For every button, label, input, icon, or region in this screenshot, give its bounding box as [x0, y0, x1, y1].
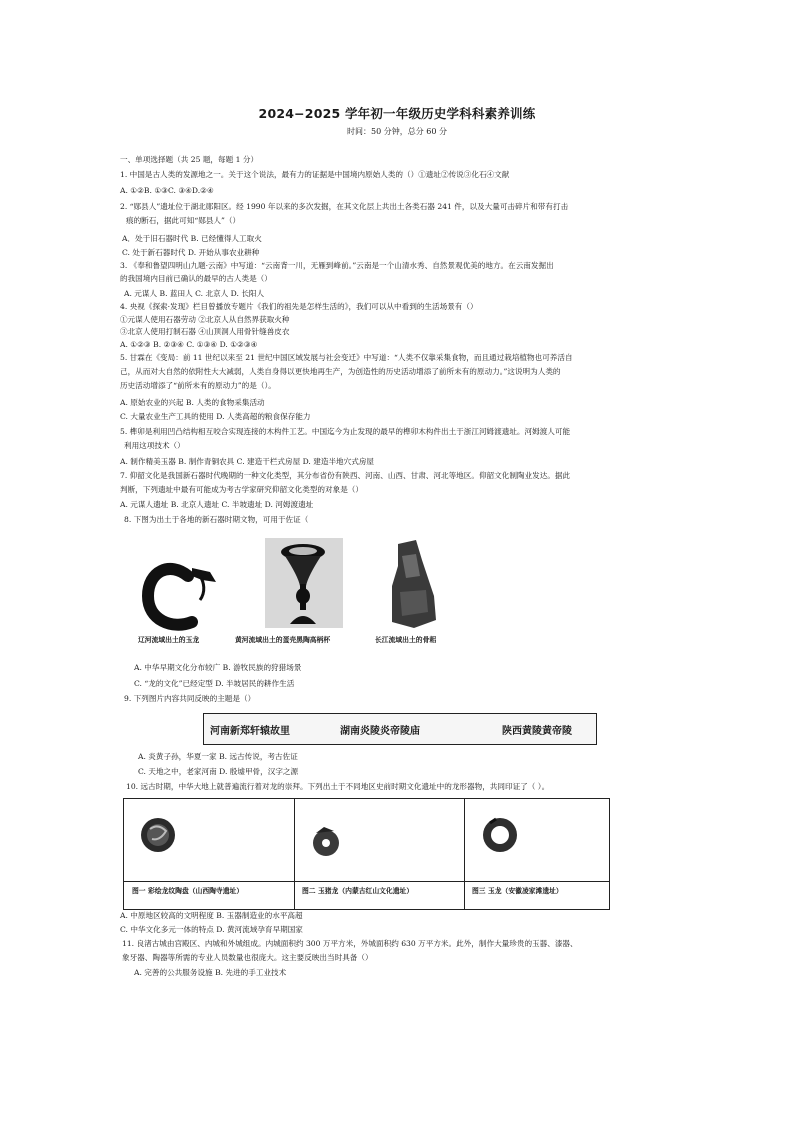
option-line: A. 制作精美玉器 B. 制作青铜农具 C. 建造干栏式房屋 D. 建造半地穴式房屋	[120, 457, 375, 466]
option-line: A. ①②③ B. ②③④ C. ①③④ D. ①②③④	[120, 340, 258, 349]
option-line: A. 原始农业的兴起 B. 人类的食物采集活动	[120, 398, 265, 407]
jade-pig-dragon-icon	[313, 827, 339, 856]
fig10-caption-1: 图一 彩绘龙纹陶盘（山西陶寺遗址）	[132, 887, 244, 895]
option-line: A. ①②B. ①③C. ③④D.②④	[120, 186, 214, 195]
bone-spade-icon	[392, 540, 436, 628]
option-line: A. 中华早期文化分布较广 B. 游牧民族的狩猎场景	[134, 663, 302, 672]
question-line: 4. 央视《探索·发现》栏目曾播放专题片《我们的祖先是怎样生活的》，我们可以从中看到的生活场景有（）	[120, 302, 478, 311]
jade-dragon-icon	[148, 568, 216, 625]
option-line: A. 中原地区较高的文明程度 B. 玉器制造业的水平高超	[120, 911, 303, 920]
painted-pottery-plate-icon	[141, 818, 175, 852]
question-line: 3. 《奉和鲁望四明山九题·云南》中写道：“云南背一川，无雁到峰前。”云南是一个山清水秀、自然景观优美的地方。在云南发掘出	[120, 261, 554, 270]
question-line: 7. 仰韶文化是我国新石器时代晚期的一种文化类型，其分布省份有陕西、河南、山西、甘肃、河北等地区。仰韶文化制陶业发达。据此	[120, 471, 571, 480]
q9-figure	[203, 713, 597, 745]
fig10-caption-3: 图三 玉龙（安徽凌家滩遗址）	[472, 887, 563, 895]
fig8-caption-3: 长江流域出土的骨耜	[375, 636, 437, 644]
option-line: C. “龙的文化”已经定型 D. 半坡居民的耕作生活	[134, 679, 295, 688]
question-line: 象牙器、陶器等所需的专业人员数量也很庞大。这主要反映出当时具备（）	[122, 953, 373, 962]
option-line: ①元谋人使用石器劳动 ②北京人从自然界获取火种	[120, 315, 290, 324]
jade-dragon-ring-icon	[483, 818, 517, 852]
question-line: 2. “郧县人”遗址位于湖北郧阳区。经 1990 年以来的多次发掘，在其文化层上共出土各类石器 241 件，以及大量可击碎片和带有打击	[120, 202, 569, 211]
fig8-caption-2: 黄河流域出土的蛋壳黑陶高柄杯	[235, 636, 331, 644]
fig8-caption-1: 辽河流域出土的玉龙	[138, 636, 200, 644]
fig9-label-1: 河南新郑轩辕故里	[210, 726, 290, 737]
question-line: 11. 良渚古城由宫殿区、内城和外城组成。内城面积约 300 万平方米，外城面积约 630 万平方米。此外，制作大量珍贵的玉器、漆器、	[122, 939, 578, 948]
exam-title: 2024−2025 学年初一年级历史学科科素养训练	[258, 106, 536, 121]
option-line: C. 大量农业生产工具的使用 D. 人类高超的粮食保存能力	[120, 412, 311, 421]
question-line: 的我国境内目前已确认的最早的古人类是（）	[120, 274, 272, 283]
q10-figure	[123, 798, 610, 910]
question-line: 1. 中国是古人类的发源地之一。关于这个说法，最有力的证据是中国境内原始人类的（）①遗址②传说③化石④文献	[120, 170, 510, 179]
option-line: A. 元谋人 B. 蓝田人 C. 北京人 D. 长阳人	[124, 289, 265, 298]
exam-subtitle: 时间：50 分钟，总分 60 分	[347, 127, 447, 136]
option-line: A. 元谋人遗址 B. 北京人遗址 C. 半坡遗址 D. 河姆渡遗址	[120, 500, 314, 509]
question-line: 9. 下列图片内容共同反映的主题是（）	[124, 694, 256, 703]
question-line: 历史活动增添了“前所未有的原动力”的是（）。	[120, 381, 276, 390]
question-line: 痕的断石，据此可知“郧县人”（）	[126, 216, 241, 225]
question-line: 5. 甘霖在《变局：前 11 世纪以来至 21 世纪中国区域发展与社会变迁》中写道：“人类不仅靠采集食物，而且通过栽培植物也可养活自	[120, 353, 573, 362]
q8-figure	[130, 536, 475, 648]
fig9-label-2: 湖南炎陵炎帝陵庙	[340, 726, 420, 737]
option-line: A．处于旧石器时代 B. 已经懂得人工取火	[122, 234, 262, 243]
question-line: 5. 榫卯是利用凹凸结构相互咬合实现连接的木构件工艺。中国迄今为止发现的最早的榫卯木构件出土于浙江河姆渡遗址。河姆渡人可能	[120, 427, 571, 436]
question-line: 利用这项技术（）	[124, 441, 185, 450]
black-pottery-cup-icon	[265, 538, 343, 628]
question-line: 8. 下图为出土于各地的新石器时期文物，可用于佐证（	[124, 515, 309, 524]
fig9-label-3: 陕西黄陵黄帝陵	[502, 726, 572, 737]
option-line: ③北京人使用打制石器 ④山顶洞人用骨针缝兽皮衣	[120, 327, 290, 336]
fig10-caption-2: 图二 玉猪龙（内蒙古红山文化遗址）	[302, 887, 414, 895]
question-line: 判断，下列遗址中最有可能成为考古学家研究仰韶文化类型的对象是（）	[120, 485, 363, 494]
section-heading: 一、单项选择题（共 25 题，每题 1 分）	[120, 155, 259, 164]
option-line: C. 中华文化多元一体的特点 D. 黄河流域孕育早期国家	[120, 925, 303, 934]
option-line: A. 炎黄子孙，华夏一家 B. 远古传说，考古佐证	[138, 752, 298, 761]
option-line: C. 天地之中，老家河南 D. 殷墟甲骨，汉字之源	[138, 767, 299, 776]
question-line: 己，从而对大自然的依附性大大减弱，人类自身得以更快地再生产，为创造性的历史活动增添了前所未有的原动力。”这说明为人类的	[120, 367, 561, 376]
option-line: A. 完善的公共服务设施 B. 先进的手工业技术	[134, 968, 287, 977]
q10-artifacts-image	[124, 799, 609, 879]
option-line: C. 处于新石器时代 D. 开始从事农业耕种	[122, 248, 260, 257]
question-line: 10. 远古时期，中华大地上就普遍流行着对龙的崇拜。下列出土于不同地区史前时期文化遗址中的龙形器物，共同印证了（ ）。	[126, 782, 550, 791]
q8-artifacts-image	[130, 536, 475, 648]
